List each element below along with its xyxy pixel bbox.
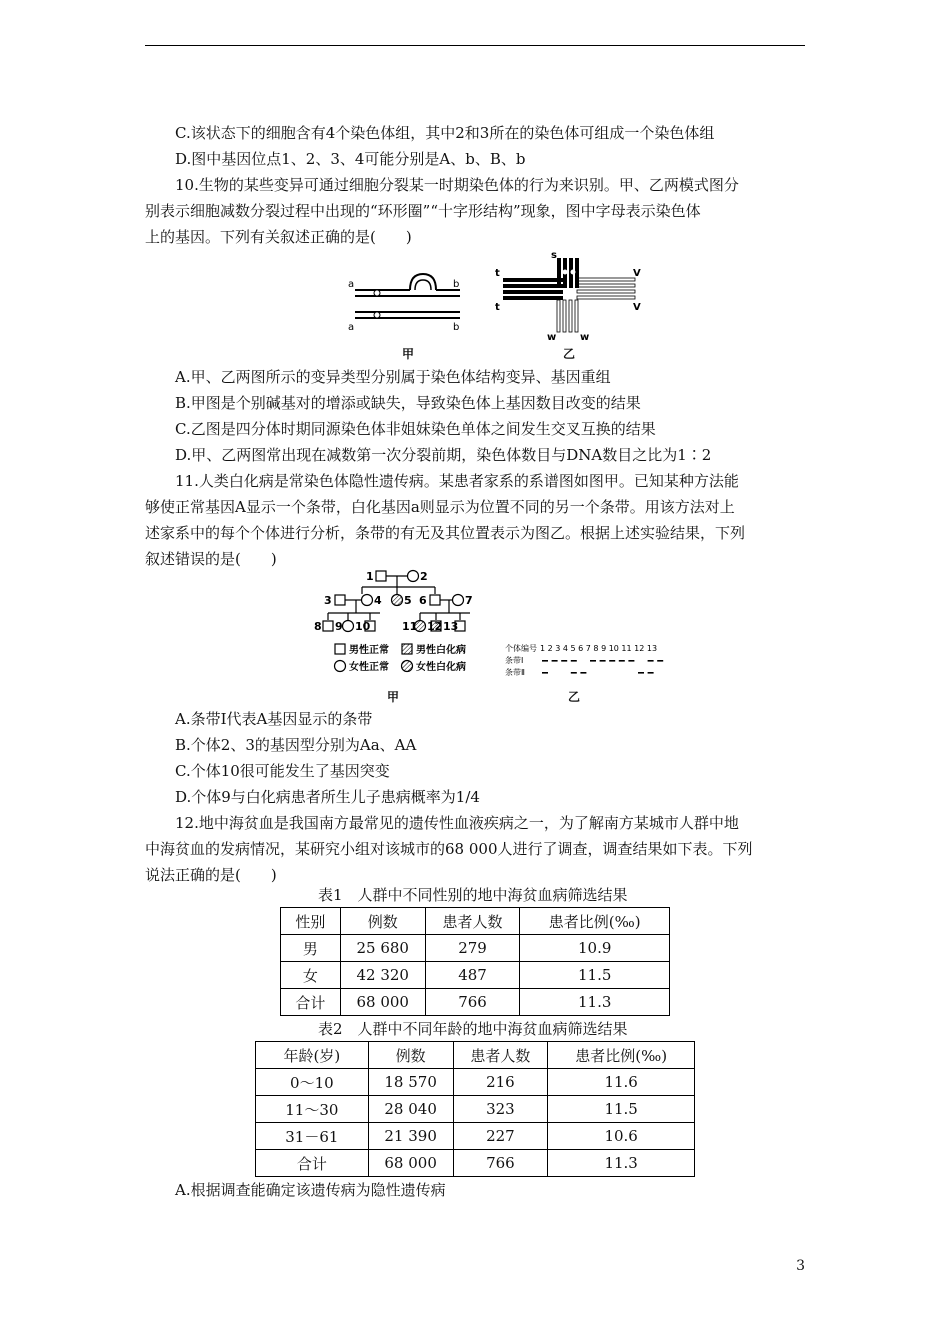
- figure-11-label-yi: 乙: [568, 690, 581, 704]
- pedigree-id-4: 4: [374, 594, 382, 607]
- table-cell: 31－61: [256, 1123, 369, 1150]
- band-header: 个体编号: [505, 644, 537, 653]
- table-cell: 18 570: [368, 1069, 453, 1096]
- pedigree-id-9: 9: [335, 620, 343, 633]
- q10-option-b: B.甲图是个别碱基对的增添或缺失，导致染色体上基因数目改变的结果: [175, 394, 641, 412]
- table-cell: 21 390: [368, 1123, 453, 1150]
- table-row: [281, 962, 670, 989]
- table-cell: 11.3: [520, 989, 670, 1016]
- q11-option-d: D.个体9与白化病患者所生儿子患病概率为1/4: [175, 788, 480, 806]
- pedigree-id-3: 3: [324, 594, 332, 607]
- q11-stem-1: 11.人类白化病是常染色体隐性遗传病。某患者家系的系谱图如图甲。已知某种方法能: [175, 472, 739, 490]
- page-number: 3: [796, 1258, 805, 1274]
- pedigree-id-10: 10: [355, 620, 371, 633]
- gene-s: s: [551, 250, 557, 261]
- gene-t-top: t: [495, 268, 500, 279]
- gene-v-bottom: V: [633, 302, 641, 313]
- q10-stem-3: 上的基因。下列有关叙述正确的是( ): [145, 228, 412, 246]
- header-rule: [145, 45, 805, 46]
- table-row: [256, 1150, 695, 1177]
- table-cell: 11.5: [548, 1096, 695, 1123]
- table-row: [256, 1069, 695, 1096]
- table-cell: 68 000: [368, 1150, 453, 1177]
- gene-a-top: a: [348, 279, 355, 290]
- table-2-header-age: 年龄(岁): [256, 1042, 369, 1069]
- pedigree-id-6: 6: [419, 594, 427, 607]
- band-mark: [542, 672, 548, 674]
- table-cell: 合计: [256, 1150, 369, 1177]
- table-cell: 279: [425, 935, 520, 962]
- table-cell: 0～10: [256, 1069, 369, 1096]
- table-row: [256, 1096, 695, 1123]
- figure-11-bands: [500, 640, 680, 680]
- q10-option-a: A.甲、乙两图所示的变异类型分别属于染色体结构变异、基因重组: [175, 368, 611, 386]
- q9-option-c: C.该状态下的细胞含有4个染色体组，其中2和3所在的染色体可组成一个染色体组: [175, 124, 715, 142]
- q11-option-a: A.条带Ⅰ代表A基因显示的条带: [175, 710, 373, 728]
- q11-option-c: C.个体10很可能发生了基因突变: [175, 762, 390, 780]
- table-2-caption: 表2 人群中不同年龄的地中海贫血病筛选结果: [318, 1020, 628, 1038]
- band-row-1-label: 条带Ⅰ: [505, 656, 524, 665]
- q11-stem-3: 述家系中的每个个体进行分析，条带的有无及其位置表示为图乙。根据上述实验结果，下列: [145, 524, 746, 542]
- gene-b-bottom: b: [453, 322, 460, 333]
- gene-w-left: w: [547, 332, 557, 342]
- pedigree-id-1: 1: [366, 570, 374, 583]
- q10-option-c: C.乙图是四分体时期同源染色体非姐妹染色单体之间发生交叉互换的结果: [175, 420, 656, 438]
- legend-female-albino: 女性白化病: [416, 662, 466, 673]
- table-1-header-patients: 患者人数: [425, 908, 520, 935]
- band-mark: [571, 672, 577, 674]
- figure-11-label-jia: 甲: [387, 690, 400, 704]
- table-2-header-ratio: 患者比例(‰): [548, 1042, 695, 1069]
- pedigree-id-12: 12: [427, 620, 443, 633]
- pedigree-id-11: 11: [402, 620, 418, 633]
- table-cell: 合计: [281, 989, 341, 1016]
- band-mark: [552, 660, 558, 662]
- table-row: [256, 1123, 695, 1150]
- band-mark: [657, 660, 663, 662]
- gene-b-top: b: [453, 279, 460, 290]
- table-2-header-patients: 患者人数: [453, 1042, 548, 1069]
- table-cell: 10.6: [548, 1123, 695, 1150]
- figure-10-label-jia: 甲: [402, 347, 415, 361]
- table-cell: 766: [453, 1150, 548, 1177]
- q12-stem-3: 说法正确的是( ): [145, 866, 277, 884]
- table-1-header-sex: 性别: [281, 908, 341, 935]
- q10-stem-1: 10.生物的某些变异可通过细胞分裂某一时期染色体的行为来识别。甲、乙两模式图分: [175, 176, 739, 194]
- table-1-header-ratio: 患者比例(‰): [520, 908, 670, 935]
- pedigree-id-7: 7: [465, 594, 473, 607]
- table-cell: 216: [453, 1069, 548, 1096]
- table-cell: 766: [425, 989, 520, 1016]
- table-1-header-row: [281, 908, 670, 935]
- legend-male-normal: 男性正常: [349, 645, 389, 656]
- table-1: [280, 907, 670, 1016]
- band-mark: [638, 672, 644, 674]
- table-cell: 25 680: [340, 935, 425, 962]
- table-cell: 487: [425, 962, 520, 989]
- table-cell: 323: [453, 1096, 548, 1123]
- q12-stem-2: 中海贫血的发病情况，某研究小组对该城市的68 000人进行了调查，调查结果如下表。下列: [145, 840, 753, 858]
- pedigree-id-5: 5: [404, 594, 412, 607]
- gene-t-bottom: t: [495, 302, 500, 313]
- band-mark: [609, 660, 615, 662]
- figure-10-label-yi: 乙: [563, 347, 576, 361]
- band-mark: [571, 660, 577, 662]
- band-mark: [628, 660, 634, 662]
- table-cell: 28 040: [368, 1096, 453, 1123]
- band-mark: [648, 660, 654, 662]
- band-numbers: 1 2 3 4 5 6 7 8 9 10 11 12 13: [540, 644, 658, 653]
- legend-female-normal: 女性正常: [349, 662, 389, 673]
- table-2-header-row: [256, 1042, 695, 1069]
- figure-11-pedigree: [310, 565, 500, 680]
- q12-stem-1: 12.地中海贫血是我国南方最常见的遗传性血液疾病之一，为了解南方某城市人群中地: [175, 814, 739, 832]
- table-cell: 11.6: [548, 1069, 695, 1096]
- band-mark: [561, 660, 567, 662]
- band-mark: [590, 660, 596, 662]
- figure-10-loop: [345, 272, 470, 342]
- table-cell: 11.5: [520, 962, 670, 989]
- q11-stem-2: 够使正常基因A显示一个条带，白化基因a则显示为位置不同的另一个条带。用该方法对上: [145, 498, 735, 516]
- band-mark: [580, 672, 586, 674]
- q11-option-b: B.个体2、3的基因型分别为Aa、AA: [175, 736, 417, 754]
- table-cell: 68 000: [340, 989, 425, 1016]
- q10-option-d: D.甲、乙两图常出现在减数第一次分裂前期，染色体数目与DNA数目之比为1∶2: [175, 446, 712, 464]
- q10-stem-2: 别表示细胞减数分裂过程中出现的“环形圈”“十字形结构”现象，图中字母表示染色体: [145, 202, 701, 220]
- pedigree-id-2: 2: [420, 570, 428, 583]
- table-row: [281, 935, 670, 962]
- table-cell: 11.3: [548, 1150, 695, 1177]
- band-mark: [600, 660, 606, 662]
- legend-male-albino: 男性白化病: [416, 645, 466, 656]
- table-2: [255, 1041, 695, 1177]
- gene-w-right: w: [580, 332, 590, 342]
- q12-option-a: A.根据调查能确定该遗传病为隐性遗传病: [175, 1181, 446, 1199]
- table-cell: 女: [281, 962, 341, 989]
- gene-a-bottom: a: [348, 322, 355, 333]
- band-row-2-label: 条带Ⅱ: [505, 668, 525, 677]
- table-row: [281, 989, 670, 1016]
- pedigree-id-8: 8: [314, 620, 322, 633]
- table-2-header-cases: 例数: [368, 1042, 453, 1069]
- table-cell: 男: [281, 935, 341, 962]
- band-mark: [619, 660, 625, 662]
- band-mark: [648, 672, 654, 674]
- table-cell: 227: [453, 1123, 548, 1150]
- table-1-caption: 表1 人群中不同性别的地中海贫血病筛选结果: [318, 886, 628, 904]
- table-1-header-cases: 例数: [340, 908, 425, 935]
- table-cell: 42 320: [340, 962, 425, 989]
- pedigree-id-13: 13: [443, 620, 459, 633]
- gene-v-top: V: [633, 268, 641, 279]
- table-cell: 11～30: [256, 1096, 369, 1123]
- band-mark: [542, 660, 548, 662]
- figure-10-cross: [495, 250, 645, 342]
- table-cell: 10.9: [520, 935, 670, 962]
- q9-option-d: D.图中基因位点1、2、3、4可能分别是A、b、B、b: [175, 150, 526, 168]
- q11-stem-4: 叙述错误的是( ): [145, 550, 277, 568]
